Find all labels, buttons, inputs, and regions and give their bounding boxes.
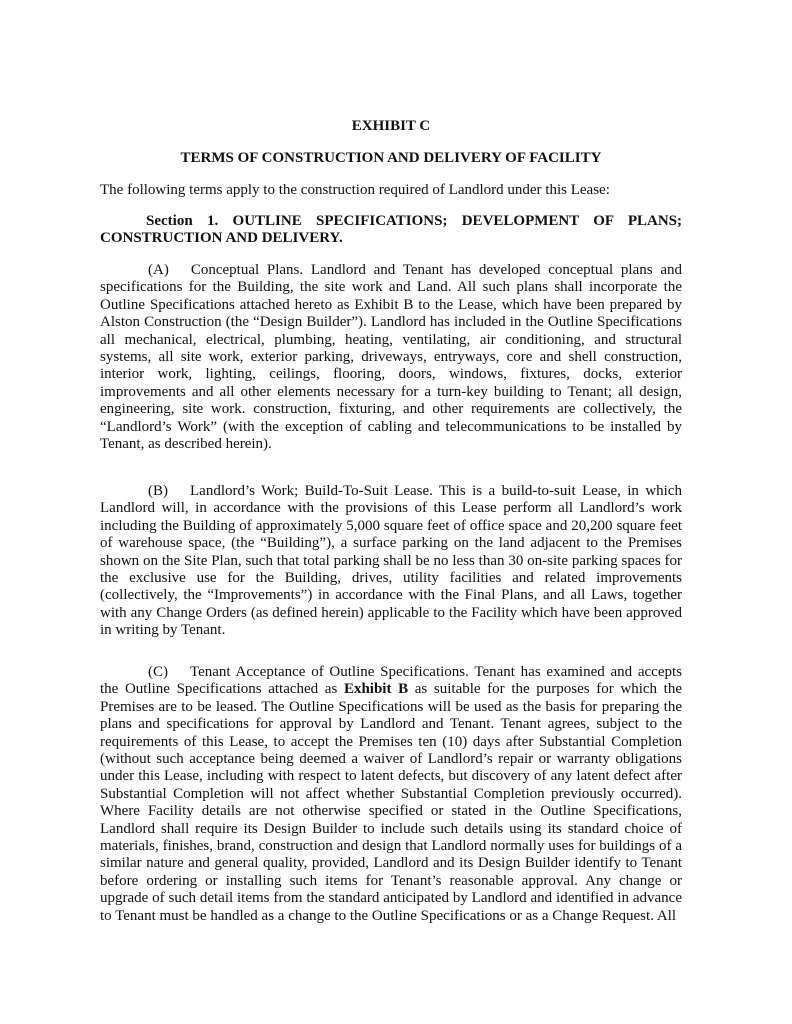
paragraph-b: [100, 483, 682, 640]
paragraph-c: [100, 664, 682, 925]
paragraph-b-marker: (B): [148, 483, 168, 499]
paragraph-a-text: Conceptual Plans. Landlord and Tenant has developed conceptual plans and specifications for the Building, the site work and Land. All such plans shall incorporate the Outline Specifications attached hereto as Exhibit B to the Lease, which have been prepared by Alston Construction (the “Design Builder”). Landlord has included in the Outline Specifications all mechanical, electrical, plumbing, heating, ventilating, air conditioning, and structural systems, all site work, exterior parking, driveways, entryways, core and shell construction, interior work, lighting, ceilings, flooring, doors, windows, fixtures, docks, exterior improvements and all other elements necessary for a turn-key building to Tenant; all design, engineering, site work. construction, fixturing, and other requirements are collectively, the “Landlord’s Work” (with the exception of cabling and telecommunications to be installed by Tenant, as described herein).: [100, 262, 682, 453]
exhibit-title: EXHIBIT C: [351, 118, 431, 134]
section-label: Section 1.: [146, 213, 219, 229]
section-heading: [100, 213, 682, 248]
intro-text: The following terms apply to the construction required of Landlord under this Lease:: [100, 182, 610, 198]
exhibit-subtitle: TERMS OF CONSTRUCTION AND DELIVERY OF FACILITY: [180, 150, 602, 166]
paragraph-c-marker: (C): [148, 664, 168, 680]
paragraph-b-text: Landlord’s Work; Build-To-Suit Lease. This is a build-to-suit Lease, in which Landlord will, in accordance with the provisions of this Lease perform all Landlord’s work including the Building of approximately 5,000 square feet of office space and 20,200 square feet of warehouse space, (the “Building”), a surface parking on the land adjacent to the Premises shown on the Site Plan, such that total parking shall be no less than 30 on-site parking spaces for the exclusive use for the Building, drives, utility facilities and related improvements (collectively, the “Improvements”) in accordance with the Final Plans, and all Laws, together with any Change Orders (as defined herein) applicable to the Facility which have been approved in writing by Tenant.: [100, 483, 682, 639]
paragraph-c-text-1: Tenant Acceptance of Outline Specifications. Tenant has examined and accepts the Outline Specifications attached as: [100, 664, 682, 698]
section-title: OUTLINE SPECIFICATIONS; DEVELOPMENT OF PLANS; CONSTRUCTION AND DELIVERY.: [100, 213, 683, 247]
paragraph-a: [100, 262, 682, 453]
paragraph-a-marker: (A): [148, 262, 169, 278]
exhibit-b-reference: Exhibit B: [343, 681, 409, 698]
paragraph-c-text-2: as suitable for the purposes for which the Premises are to be leased. The Outline Specifications will be used as the basis for preparing the plans and specifications for approval by Landlord and Tenant. Tenant agrees, subject to the requirements of this Lease, to accept the Premises ten (10) days after Substantial Completion (without such acceptance being deemed a waiver of Landlord’s repair or warranty obligations under this Lease, including with respect to latent defects, but discovery of any latent defect after Substantial Completion will not affect whether Substantial Completion previously occurred). Where Facility details are not otherwise specified or stated in the Outline Specifications, Landlord shall require its Design Builder to include such details using its standard choice of materials, finishes, brand, construction and design that Landlord normally uses for buildings of a similar nature and general quality, provided, Landlord and its Design Builder identify to Tenant before ordering or installing such items for Tenant’s reasonable approval. Any change or upgrade of such detail items from the standard anticipated by Landlord and identified in advance to Tenant must be handled as a change to the Outline Specifications or as a Change Request. All: [100, 681, 682, 924]
